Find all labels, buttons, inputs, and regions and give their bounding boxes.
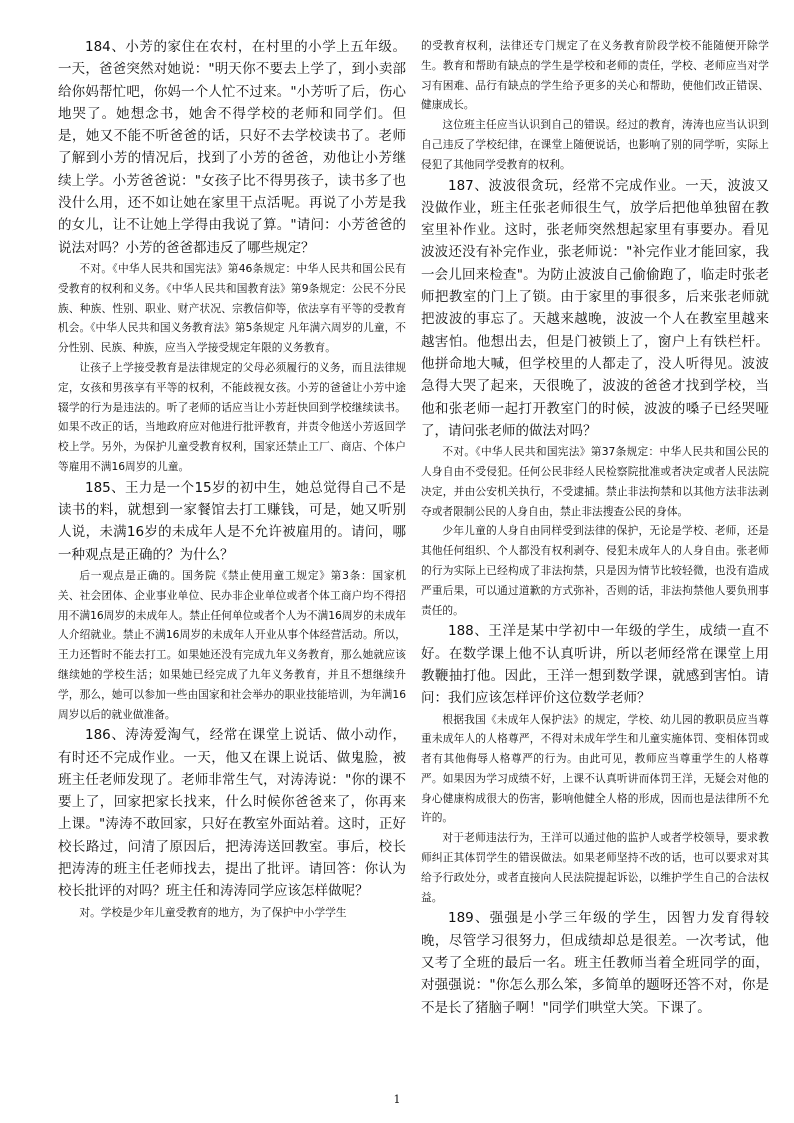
question-paragraph: 186、涛涛爱淘气，经常在课堂上说话、做小动作，有时还不完成作业。一天，他又在课上说话、做鬼脸，被班主任老师发现了。老师非常生气，对涛涛说："你的课不要上了，回家把家长找来，什么时候你爸爸来了，你再来上课。"涛涛不敢回家，只好在教室外面站着。这时，正好校长路过，问清了原因后，把涛涛送回教室。事后，校长把涛涛的班主任老师找去，提出了批评。请回答：你认为校长批评的对吗？班主任和涛涛同学应该怎样做呢？ xyxy=(58,727,406,900)
question-paragraph: 188、王洋是某中学初中一年级的学生，成绩一直不好。在数学课上他不认真听讲，所以老师经常在课堂上用教鞭抽打他。因此，王洋一想到数学课，就感到害怕。请问：我们应该怎样评价这位数学老师？ xyxy=(421,623,769,707)
left-column xyxy=(58,36,406,922)
question-paragraph: 185、王力是一个15岁的初中生，她总觉得自己不是读书的料，就想到一家餐馆去打工赚钱，可是，她又听别人说，未满16岁的未成年人是不允许被雇用的。请问，哪一种观点是正确的？为什么？ xyxy=(58,479,406,563)
answer-paragraph: 对。学校是少年儿童受教育的地方，为了保护中小学学生 xyxy=(79,905,347,919)
answer-paragraph: 让孩子上学接受教育是法律规定的父母必须履行的义务，而且法律规定，女孩和男孩享有平等的权利，不能歧视女孩。小芳的爸爸让小芳中途辍学的行为是违法的。听了老师的话应当让小芳赶快回到学校继续读书。如果不改正的话，当地政府应对他进行批评教育，并责令他送小芳返回学校上学。另外，为保护儿童受教育权利，国家还禁止工厂、商店、个体户等雇用不满16周岁的儿童。 xyxy=(58,360,406,473)
answer-paragraph: 这位班主任应当认识到自己的错误。经过的教育，涛涛也应当认识到自己违反了学校纪律，在课堂上随便说话，也影响了别的同学听，实际上侵犯了其他同学受教育的权利。 xyxy=(421,118,769,171)
answer-paragraph: 少年儿童的人身自由同样受到法律的保护，无论是学校、老师，还是其他任何组织、个人都没有权利剥夺、侵犯未成年人的人身自由。张老师的行为实际上已经构成了非法拘禁，只是因为情节比较轻微，也没有造成严重后果，可以通过道歉的方式弥补，否则的话，非法拘禁他人要负刑事责任的。 xyxy=(421,524,769,617)
page-number: 1 xyxy=(393,1093,401,1106)
question-paragraph: 187、波波很贪玩，经常不完成作业。一天，波波又没做作业，班主任张老师很生气，放学后把他单独留在教室里补作业。这时，张老师突然想起家里有事要办。看见波波还没有补完作业，张老师说："补完作业才能回家，我一会儿回来检查"。为防止波波自己偷偷跑了，临走时张老师把教室的门上了锁。由于家里的事很多，后来张老师就把波波的事忘了。天越来越晚，波波一个人在教室里越来越害怕。他想出去，但是门被锁上了，窗户上有铁栏杆。他拼命地大喊，但学校里的人都走了，没人听得见。波波急得大哭了起来，天很晚了，波波的爸爸才找到学校，当他和张老师一起打开教室门的时候，波波的嗓子已经哭哑了，请问张老师的做法对吗？ xyxy=(421,177,769,439)
answer-paragraph: 不对。《中华人民共和国宪法》第37条规定：中华人民共和国公民的人身自由不受侵犯。任何公民非经人民检察院批准或者决定或者人民法院决定，并由公安机关执行，不受逮捕。禁止非法拘禁和以其他方法非法剥夺或者限制公民的人身自由，禁止非法搜查公民的身体。 xyxy=(421,445,769,518)
question-paragraph: 184、小芳的家住在农村，在村里的小学上五年级。一天，爸爸突然对她说："明天你不要去上学了，到小卖部给你妈帮忙吧，你妈一个人忙不过来。"小芳听了后，伤心地哭了。她想念书，她舍不得学校的老师和同学们。但是，她又不能不听爸爸的话，只好不去学校读书了。老师了解到小芳的情况后，找到了小芳的爸爸，劝他让小芳继续上学。小芳爸爸说："女孩子比不得男孩子，读书多了也没什么用，还不如让她在家里干点活呢。再说了小芳是我的女儿，让不让她上学得由我说了算。"请问：小芳爸爸的说法对吗？小芳的爸爸都违反了哪些规定？ xyxy=(58,39,406,256)
answer-paragraph: 的受教育权利，法律还专门规定了在义务教育阶段学校不能随便开除学生。教育和帮助有缺点的学生是学校和老师的责任，学校、老师应当对学习有困难、品行有缺点的学生给予更多的关心和帮助，使他们改正错误、健康成长。 xyxy=(421,39,769,112)
answer-paragraph: 根据我国《未成年人保护法》的规定，学校、幼儿园的教职员应当尊重未成年人的人格尊严，不得对未成年学生和儿童实施体罚、变相体罚或者有其他侮辱人格尊严的行为。由此可见，教师应当尊重学生的人格尊严。如果因为学习成绩不好，上课不认真听讲而体罚王洋，无疑会对他的身心健康构成很大的伤害，影响他健全人格的形成，因而也是法律所不允许的。 xyxy=(421,712,769,825)
answer-paragraph: 不对。《中华人民共和国宪法》第46条规定：中华人民共和国公民有受教育的权利和义务。《中华人民共和国教育法》第9条规定：公民不分民族、种族、性别、职业、财产状况、宗教信仰等，依法享有平等的受教育机会。《中华人民共和国义务教育法》第5条规定 凡年满六周岁的儿童，不分性别、民族、种族，应当入学接受规定年限的义务教育。 xyxy=(58,261,406,355)
answer-paragraph: 后一观点是正确的。国务院《禁止使用童工规定》第3条：国家机关、社会团体、企业事业单位、民办非企业单位或者个体工商户均不得招用不满16周岁的未成年人。禁止任何单位或者个人为不满16周岁的未成年人介绍就业。禁止不满16周岁的未成年人开业从事个体经营活动。所以，王力还暂时不能去打工。如果她还没有完成九年义务教育，那么她就应该继续她的学校生活；如果她已经完成了九年义务教育，并且不想继续升学，那么，她可以参加一些由国家和社会举办的职业技能培训，为年满16周岁以后的就业做准备。 xyxy=(58,568,406,721)
answer-paragraph: 对于老师违法行为，王洋可以通过他的监护人或者学校领导，要求教师纠正其体罚学生的错误做法。如果老师坚持不改的话，也可以要求对其给予行政处分，或者直接向人民法院提起诉讼，以维护学生自己的合法权益。 xyxy=(421,831,769,904)
question-paragraph: 189、强强是小学三年级的学生，因智力发育得较晚，尽管学习很努力，但成绩却总是很差。一次考试，他又考了全班的最后一名。班主任教师当着全班同学的面，对强强说："你怎么那么笨，多简单的题呀还答不对，你是不是长了猪脑子啊！"同学们哄堂大笑。下课了。 xyxy=(421,910,769,1016)
right-column xyxy=(421,36,769,1019)
